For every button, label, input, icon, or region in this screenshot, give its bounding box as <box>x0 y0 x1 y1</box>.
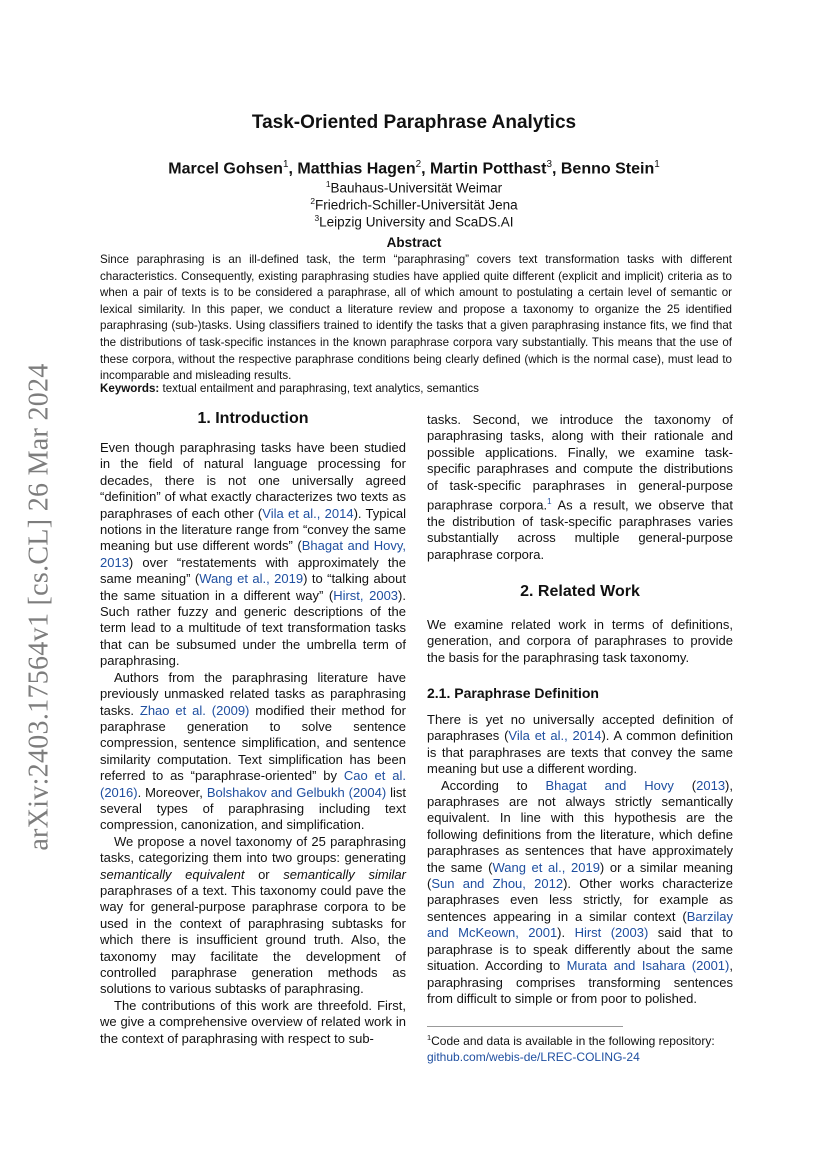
author-name: Marcel Gohsen <box>168 160 283 178</box>
citation-link[interactable]: Vila et al., 2014 <box>262 505 354 521</box>
author-affiliation-mark: 1 <box>654 159 660 170</box>
definition-paragraph-2: According to Bhagat and Hovy (2013), paraphrases are not always strictly semantically equivalent. In line with this hypothesis are the following definitions from the literature, which define paraphrases as sentences that have approximately the same (Wang et al., 2019) or a similar meaning (Sun and Zhou, 2012). Other works characterize paraphrases even less strictly, for example as sentences appearing in a similar context (Barzilay and McKeown, 2001). Hirst (2003) said that to paraphrase is to speak differently about the same situation. According to Murata and Isahara (2001), paraphrasing comprises transforming sentences from difficult to simple or from poor to polished. <box>427 777 733 1006</box>
citation-link[interactable]: Wang et al., 2019 <box>492 859 600 875</box>
citation-link[interactable]: Bhagat and Hovy <box>545 777 674 793</box>
affiliation: $^3$Leipzig University and ScaDS.AI <box>314 213 514 230</box>
author-affiliation-mark: 2 <box>415 159 422 170</box>
section-heading-related-work: 2. Related Work <box>520 583 640 600</box>
citation-link[interactable]: 2013 <box>696 777 726 793</box>
footnote <box>427 1030 737 1065</box>
intro-paragraph-4-continued: tasks. Second, we introduce the taxonomy of paraphrasing tasks, along with their rationale and possible applications. Finally, we examine task-specific paraphrases and compute the distributions of task-specific paraphrases in general-purpose paraphrase corpora.$^1$ As a result, we observe that the distribution of task-specific paraphrases varies substantially across multiple general-purpose paraphrase corpora. <box>427 412 733 562</box>
intro-paragraph-4: The contributions of this work are threefold. First, we give a comprehensive overview of related work in the context of paraphrasing with respect to sub- <box>100 997 406 1046</box>
author-name: Martin Potthast <box>430 160 547 178</box>
citation-link[interactable]: Hirst (2003) <box>574 925 649 941</box>
citation-link[interactable]: Hirst, 2003 <box>333 587 399 603</box>
citation-link[interactable]: Wang et al., 2019 <box>199 571 304 587</box>
related-work-intro <box>427 617 733 666</box>
keywords-text: textual entailment and paraphrasing, text analytics, semantics <box>162 382 479 395</box>
arxiv-identifier-stamp <box>18 363 62 851</box>
abstract-heading: Abstract <box>386 235 442 250</box>
affiliation: $^1$Bauhaus-Universität Weimar <box>325 179 503 196</box>
author-list: Marcel Gohsen$^1$, Matthias Hagen$^2$, Martin Potthast$^3$, Benno Stein$^1$ <box>168 159 660 178</box>
citation-link[interactable]: Bhagat and Hovy, 2013 <box>100 538 406 570</box>
author-name: Benno Stein <box>560 160 655 178</box>
intro-paragraph-2: Authors from the paraphrasing literature have previously unmasked related tasks as paraphrasing tasks. Zhao et al. (2009) modified their method for paraphrase generation to solve sentence compression, sentence simplification, and sentence similarity computation. Text simplification has been referred to as “paraphrase-oriented” by Cao et al. (2016). Moreover, Bolshakov and Gelbukh (2004) list several types of paraphrasing including text compression, canonization, and simplification. <box>100 669 406 833</box>
keywords-label: Keywords: <box>100 382 160 395</box>
related-paragraph-1: We examine related work in terms of definitions, generation, and corpora of paraphrases to provide the basis for the paraphrasing task taxonomy. <box>427 617 733 665</box>
arxiv-identifier-text: arXiv:2403.17564v1 [cs.CL] 26 Mar 2024 <box>24 363 55 851</box>
citation-link[interactable]: Murata and Isahara (2001) <box>566 958 730 974</box>
definition-paragraph-1: There is yet no universally accepted definition of paraphrases (Vila et al., 2014). A common definition is that paraphrases are texts that convey the same meaning but use a different wording. <box>427 712 733 777</box>
paper-title: Task-Oriented Paraphrase Analytics <box>251 112 577 133</box>
footnote-text: Code and data is available in the following repository: <box>431 1034 715 1048</box>
author-affiliation-mark: 1 <box>282 159 289 170</box>
affiliation: $^2$Friedrich-Schiller-Universität Jena <box>310 196 518 213</box>
section-heading-related-work-box <box>427 583 733 601</box>
citation-link[interactable]: Cao et al. (2016) <box>100 768 406 800</box>
left-column <box>100 410 406 1047</box>
right-column <box>427 412 733 563</box>
citation-link[interactable]: Zhao et al. (2009) <box>139 702 250 718</box>
citation-link[interactable]: Sun and Zhou, 2012 <box>431 876 564 892</box>
footnote-number: 1 <box>427 1033 432 1042</box>
footnote-divider <box>427 1026 623 1027</box>
subsection-definition-box <box>427 685 733 701</box>
author-name: Matthias Hagen <box>297 160 416 178</box>
subsection-heading-definition: 2.1. Paraphrase Definition <box>427 685 599 701</box>
citation-link[interactable]: Barzilay and McKeown, 2001 <box>427 908 733 941</box>
definition-text <box>427 712 733 1007</box>
intro-paragraph-3: We propose a novel taxonomy of 25 paraphrasing tasks, categorizing them into two groups: generating semantically equivalent or semantically similar paraphrases of a text. This taxonomy could pave the way for general-purpose paraphrase corpora to be used in the context of paraphrasing subtasks for which there is insufficient ground truth. Also, the taxonomy may facilitate the development of controlled paraphrase generation methods as solutions to various subtasks of paraphrasing. <box>100 833 406 997</box>
intro-paragraph-1: Even though paraphrasing tasks have been studied in the field of natural language processing for decades, there is not one universally agreed “definition” of what exactly characterizes two texts as paraphrases of each other (Vila et al., 2014). Typical notions in the literature range from “convey the same meaning but use different words” (Bhagat and Hovy, 2013) over “restatements with approximately the same meaning” (Wang et al., 2019) to “talking about the same situation in a different way” (Hirst, 2003). Such rather fuzzy and generic descriptions of the term lead to a multitude of text transformation tasks that can be subsumed under the umbrella term of paraphrasing. <box>100 440 406 669</box>
repository-link[interactable]: github.com/webis-de/LREC-COLING-24 <box>427 1050 640 1064</box>
footnote-mark[interactable]: 1 <box>547 497 552 507</box>
section-heading-introduction: 1. Introduction <box>197 410 309 427</box>
author-affiliation-mark: 3 <box>546 159 552 170</box>
keywords <box>100 382 732 395</box>
citation-link[interactable]: Bolshakov and Gelbukh (2004) <box>206 784 387 800</box>
citation-link[interactable]: Vila et al., 2014 <box>508 728 602 744</box>
abstract-text: Since paraphrasing is an ill-defined task, the term “paraphrasing” covers text transformation tasks with different characteristics. Consequently, existing paraphrasing studies have applied quite different (explicit and implicit) criteria as to when a pair of texts is to be considered a paraphrase, all of which amount to postulating a certain level of semantic or lexical similarity. In this paper, we conduct a literature review and propose a taxonomy to organize the 25 identified paraphrasing (sub-)tasks. Using classifiers trained to identify the tasks that a given paraphrasing instance fits, we find that the distributions of task-specific instances in the known paraphrase corpora vary substantially. This means that the use of these corpora, without the respective paraphrase conditions being clearly defined (which is the normal case), must lead to incomparable and misleading results. <box>100 253 732 383</box>
